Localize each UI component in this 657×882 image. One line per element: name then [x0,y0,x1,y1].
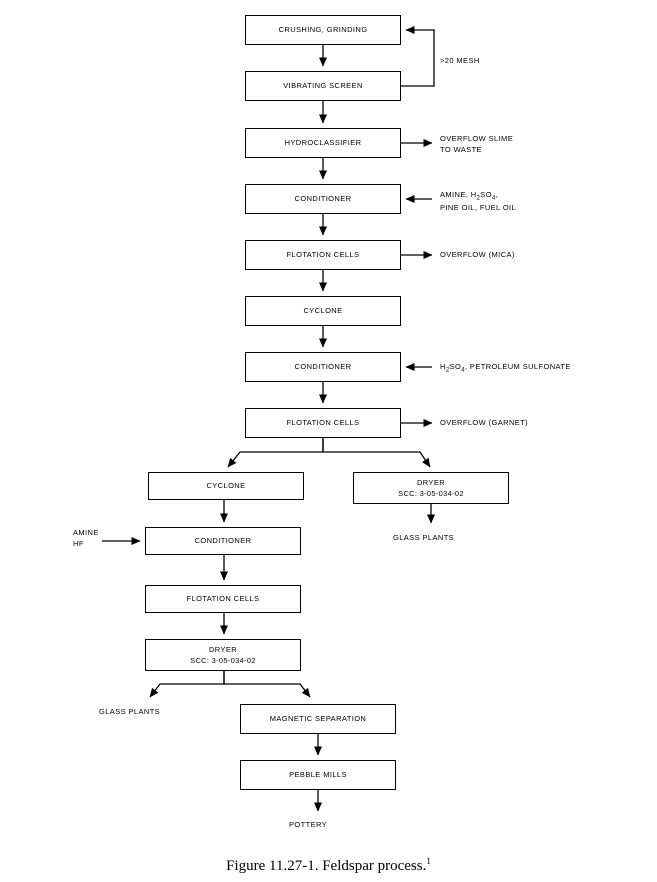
process-box-cyclone-2[interactable] [148,472,304,500]
stream-label-glass-plants-1: GLASS PLANTS [393,533,455,542]
process-box-label: FLOTATION CELLS [286,418,360,428]
process-box-flotation-cells-2[interactable] [245,408,401,438]
figure-caption-footnote: 1 [426,856,431,866]
process-box-flotation-cells-1[interactable] [245,240,401,270]
stream-label-overflow-garnet: OVERFLOW (GARNET) [440,418,529,427]
stream-label-overflow-mica: OVERFLOW (MICA) [440,250,515,259]
figure-caption-title: Feldspar process. [322,858,427,874]
process-box-label: VIBRATING SCREEN [283,81,363,91]
process-box-magnetic-separation[interactable] [240,704,396,734]
process-box-conditioner-1[interactable] [245,184,401,214]
process-box-label: CONDITIONER [194,536,252,546]
process-box-label: HYDROCLASSIFIER [284,138,362,148]
stream-label-reagents-1: AMINE, $H_2SO_4$, PINE OIL, FUEL OIL [440,190,517,213]
process-box-label: CYCLONE [206,481,246,491]
process-box-label: CRUSHING, GRINDING [278,25,368,35]
process-box-scc-code: SCC: 3-05-034-02 [190,656,256,665]
figure-caption-prefix: Figure 11.27-1. [226,858,319,874]
process-box-dryer-1[interactable] [353,472,509,504]
figure-caption [0,856,657,875]
process-box-conditioner-3[interactable] [145,527,301,555]
stream-label-reagents-2: $H_2SO_4$, PETROLEUM SULFONATE [440,362,571,374]
process-box-label: DRYER [208,644,238,654]
process-box-label: MAGNETIC SEPARATION [269,714,367,724]
process-box-label: FLOTATION CELLS [286,250,360,260]
process-box-flotation-cells-3[interactable] [145,585,301,613]
process-box-label: FLOTATION CELLS [186,594,260,604]
process-box-vibrating-screen[interactable] [245,71,401,101]
stream-label-overflow-slime: OVERFLOW SLIME TO WASTE [440,134,514,154]
process-box-label: CYCLONE [303,306,343,316]
stream-label-mesh: >20 MESH [440,56,480,65]
stream-label-glass-plants-2: GLASS PLANTS [99,707,161,716]
process-box-dryer-2[interactable] [145,639,301,671]
process-box-crushing[interactable] [245,15,401,45]
process-box-label: PEBBLE MILLS [289,770,347,780]
process-box-conditioner-2[interactable] [245,352,401,382]
process-box-cyclone-1[interactable] [245,296,401,326]
process-box-scc-code: SCC: 3-05-034-02 [398,489,464,498]
process-box-label: DRYER [416,477,446,487]
process-box-pebble-mills[interactable] [240,760,396,790]
process-box-label: CONDITIONER [294,362,352,372]
process-box-hydroclassifier[interactable] [245,128,401,158]
process-box-label: CONDITIONER [294,194,352,204]
stream-label-pottery: POTTERY [289,820,328,829]
stream-label-amine-hf: AMINE HF [73,528,99,548]
